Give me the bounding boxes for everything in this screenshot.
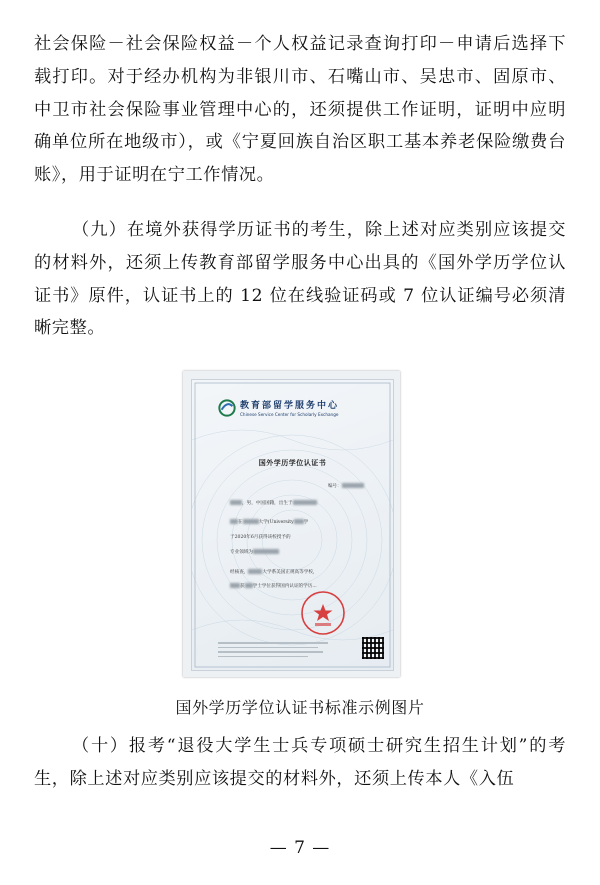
certificate-title: 国外学历学位认证书 <box>258 458 327 467</box>
cert-line-4-text: 专业领域为 <box>230 550 253 555</box>
certificate-document <box>191 379 394 671</box>
cert-line-3: 于2020年6月获得该校授予的 <box>230 535 291 540</box>
cert-line-2-c: 学 <box>303 520 309 525</box>
org-name-en: Chinese Service Center for Scholarly Exchange <box>240 412 339 417</box>
paragraph-item-10: （十）报考“退役大学生士兵专项硕士研究生招生计划”的考生，除上述对应类别应该提交的材料外，还须上传本人《入伍 <box>34 736 566 789</box>
certificate-sample-photo <box>183 371 400 677</box>
redacted-school <box>243 519 259 524</box>
cert-line-1 <box>230 500 317 506</box>
cscse-logo-icon <box>218 399 236 417</box>
paragraph-social-insurance: 社会保险－社会保险权益－个人权益记录查询打印－申请后选择下载打印。对于经办机构为非银川市、石嘴山市、吴忠市、固原市、中卫市社会保险事业管理中心的，还须提供工作证明，证明中应明确单位所在地级市），或《宁夏回族自治区职工基本养老保险缴费台账》，用于证明在宁工作情况。 <box>34 34 566 186</box>
cert-line-2-a: 在 <box>238 520 243 525</box>
redacted-number <box>342 483 364 488</box>
cert-no-label: 编号： <box>328 484 342 489</box>
footnote-line <box>218 656 308 658</box>
footnote-line <box>218 651 323 653</box>
cert-line-1-text: ，男，中国国籍，出生于 <box>242 501 293 506</box>
cert-line-6-b: 学士学位获得国内认证的学历... <box>252 584 317 589</box>
redacted-major <box>253 549 279 554</box>
official-seal <box>300 590 346 636</box>
redacted-birth <box>293 500 317 505</box>
page-number: — 7 — <box>269 838 331 858</box>
footnote-line <box>218 647 318 649</box>
org-logo-row <box>218 398 339 417</box>
qr-code <box>362 637 384 659</box>
cert-line-5-a: 经核查， <box>230 570 249 575</box>
cert-line-5-b: 大学系美国正规高等学校， <box>262 570 318 575</box>
redacted-holder <box>230 583 240 588</box>
footnote-line <box>218 642 328 644</box>
paragraph-item-9: （九）在境外获得学历证书的考生，除上述对应类别应该提交的材料外，还须上传教育部留学服务中心出具的《国外学历学位认证书》原件，认证书上的 12 位在线验证码或 7 位认证编号必须清晰完整。 <box>34 220 566 339</box>
certificate-footnotes <box>218 642 338 660</box>
cert-line-4 <box>230 549 279 555</box>
cert-line-6-a: 获 <box>240 584 245 589</box>
org-name-zh: 教育部留学服务中心 <box>240 401 340 411</box>
redacted-name <box>230 500 242 505</box>
cert-line-2 <box>230 519 308 525</box>
guilloche-background <box>192 380 393 670</box>
redacted-univ <box>248 569 262 574</box>
cert-line-2-b: 大学(University <box>258 520 294 525</box>
redacted-school-en <box>294 519 304 524</box>
certificate-number <box>328 483 364 489</box>
redacted-degree <box>245 583 253 588</box>
figure-caption: 国外学历学位认证书标准示例图片 <box>175 698 425 717</box>
redacted-date <box>230 519 238 524</box>
cert-line-6 <box>230 583 317 589</box>
cert-line-5 <box>230 569 318 575</box>
